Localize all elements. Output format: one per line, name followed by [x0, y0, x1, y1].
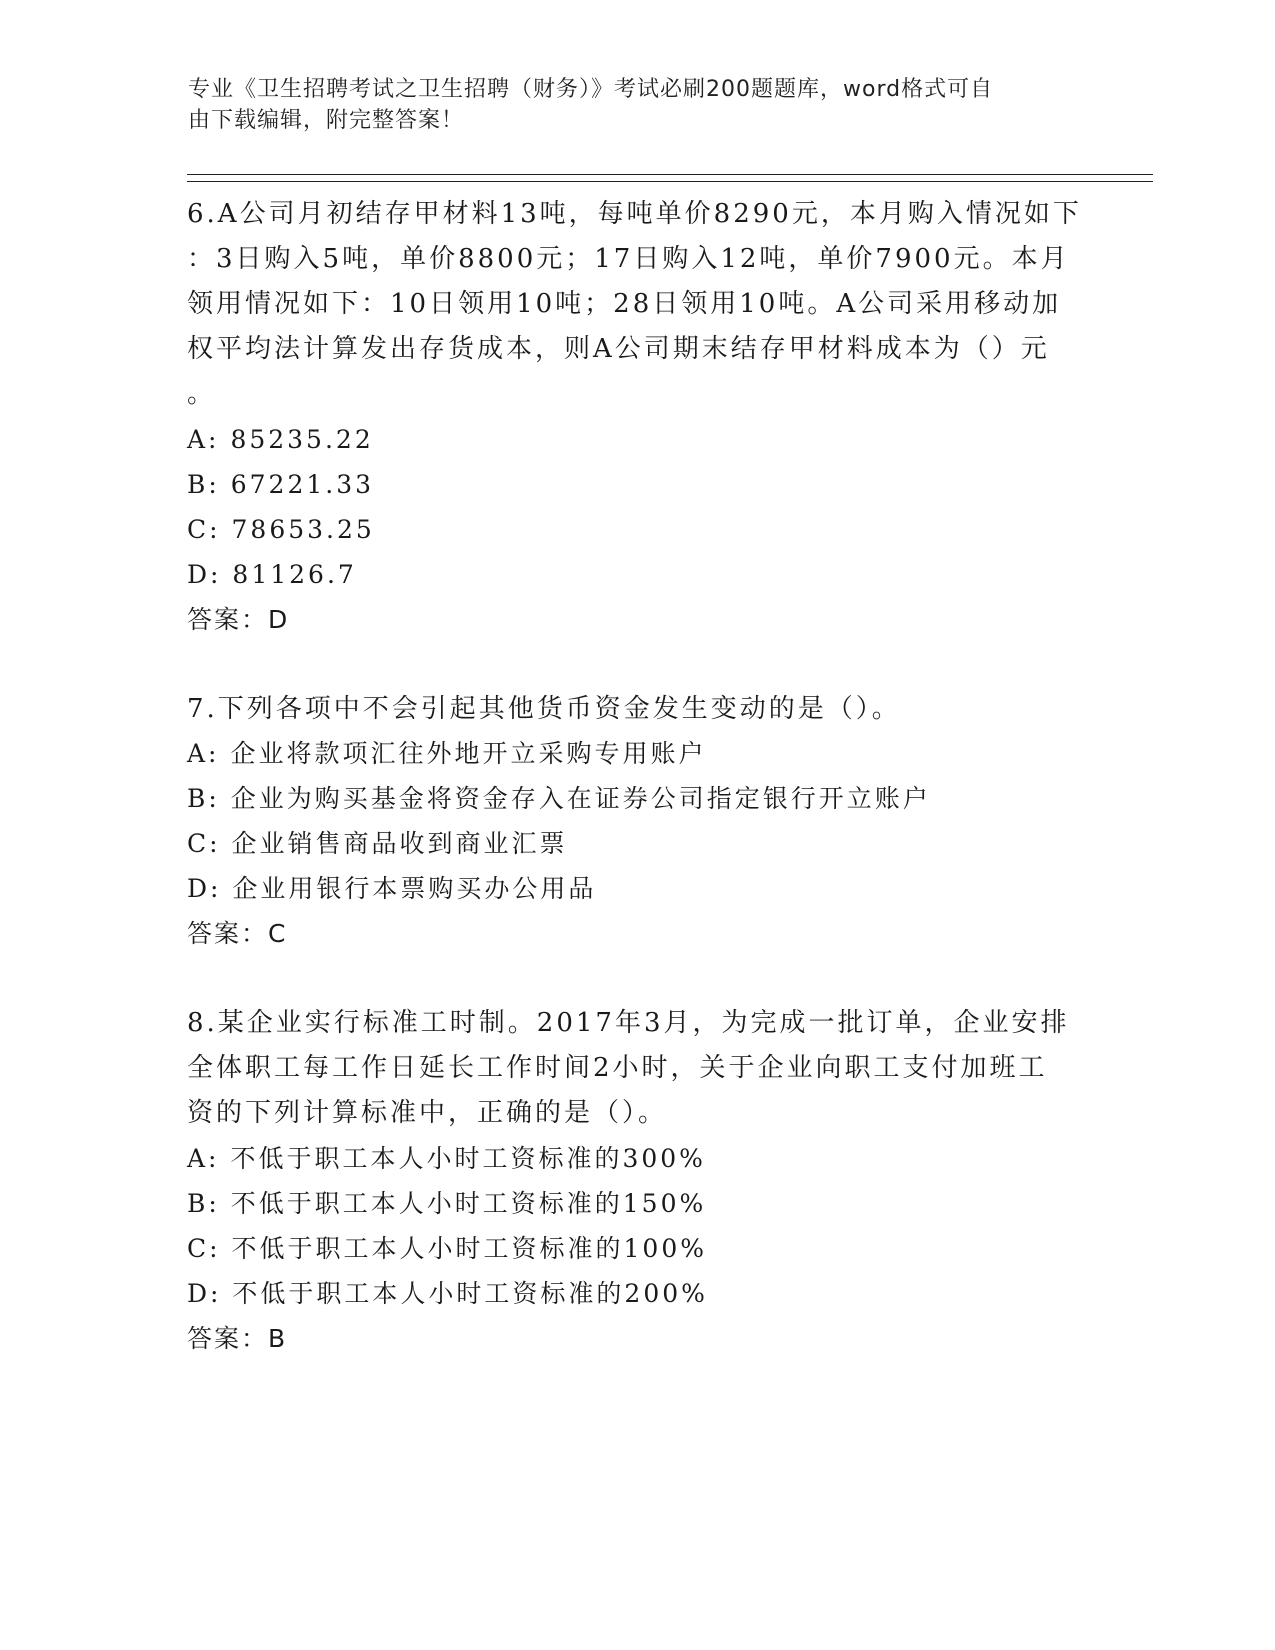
option-text: 企业为购买基金将资金存入在证券公司指定银行开立账户 — [230, 784, 931, 813]
option-letter: C: — [187, 515, 221, 544]
option-c — [187, 1226, 1087, 1271]
question-7 — [187, 687, 1087, 957]
option-text: 企业将款项汇往外地开立采购专用账户 — [230, 739, 707, 768]
option-d — [187, 552, 1087, 597]
question-6 — [187, 192, 1087, 643]
option-letter: B: — [187, 470, 220, 499]
answer-line: 答案：B — [187, 1324, 288, 1353]
stem-line: 资的下列计算标准中，正确的是（）。 — [187, 1098, 668, 1128]
header-line-2: 由下载编辑，附完整答案！ — [188, 108, 465, 133]
question-list — [187, 192, 1087, 1362]
option-a — [187, 731, 1087, 776]
option-text: 不低于职工本人小时工资标准的300% — [230, 1144, 706, 1173]
option-c — [187, 821, 1087, 866]
option-letter: A: — [187, 739, 220, 768]
option-letter: C: — [187, 1234, 221, 1263]
stem-line: 6.A公司月初结存甲材料13吨，每吨单价8290元，本月购入情况如下 — [187, 199, 1082, 229]
option-b — [187, 776, 1087, 821]
option-text: 企业销售商品收到商业汇票 — [231, 829, 568, 858]
header-divider-bottom — [187, 181, 1153, 182]
option-letter: D: — [187, 560, 222, 589]
document-header — [188, 74, 1068, 136]
option-letter: D: — [187, 1279, 222, 1308]
option-text: 81126.7 — [232, 560, 357, 589]
option-d — [187, 1271, 1087, 1316]
option-a — [187, 417, 1087, 462]
stem-line: 领用情况如下：10日领用10吨；28日领用10吨。A公司采用移动加 — [187, 289, 1062, 319]
stem-line: 。 — [187, 379, 217, 409]
option-letter: B: — [187, 784, 220, 813]
option-text: 67221.33 — [230, 470, 375, 499]
question-stem — [187, 687, 1087, 731]
header-line-1: 专业《卫生招聘考试之卫生招聘（财务）》考试必刷200题题库，word格式可自 — [188, 77, 994, 102]
stem-line: 8.某企业实行标准工时制。2017年3月，为完成一批订单，企业安排 — [187, 1008, 1070, 1038]
option-text: 不低于职工本人小时工资标准的100% — [231, 1234, 707, 1263]
option-letter: A: — [187, 425, 220, 454]
option-text: 不低于职工本人小时工资标准的200% — [232, 1279, 708, 1308]
question-stem — [187, 192, 1087, 417]
question-stem — [187, 1001, 1087, 1136]
stem-line: 全体职工每工作日延长工作时间2小时，关于企业向职工支付加班工 — [187, 1053, 1048, 1083]
option-letter: C: — [187, 829, 221, 858]
option-d — [187, 866, 1087, 911]
option-b — [187, 1181, 1087, 1226]
answer-line: 答案：C — [187, 919, 288, 948]
option-a — [187, 1136, 1087, 1181]
option-letter: D: — [187, 874, 222, 903]
option-letter: B: — [187, 1189, 220, 1218]
option-c — [187, 507, 1087, 552]
stem-line: 7.下列各项中不会引起其他货币资金发生变动的是（）。 — [187, 694, 901, 724]
stem-line: ：3日购入5吨，单价8800元；17日购入12吨，单价7900元。本月 — [187, 244, 1070, 274]
option-text: 不低于职工本人小时工资标准的150% — [230, 1189, 707, 1218]
header-divider-top — [187, 174, 1153, 175]
question-8 — [187, 1001, 1087, 1362]
option-letter: A: — [187, 1144, 220, 1173]
stem-line: 权平均法计算发出存货成本，则A公司期末结存甲材料成本为（）元 — [187, 334, 1050, 364]
option-b — [187, 462, 1087, 507]
option-text: 78653.25 — [231, 515, 375, 544]
answer-line: 答案：D — [187, 605, 290, 634]
option-text: 企业用银行本票购买办公用品 — [232, 874, 597, 903]
option-text: 85235.22 — [230, 425, 374, 454]
